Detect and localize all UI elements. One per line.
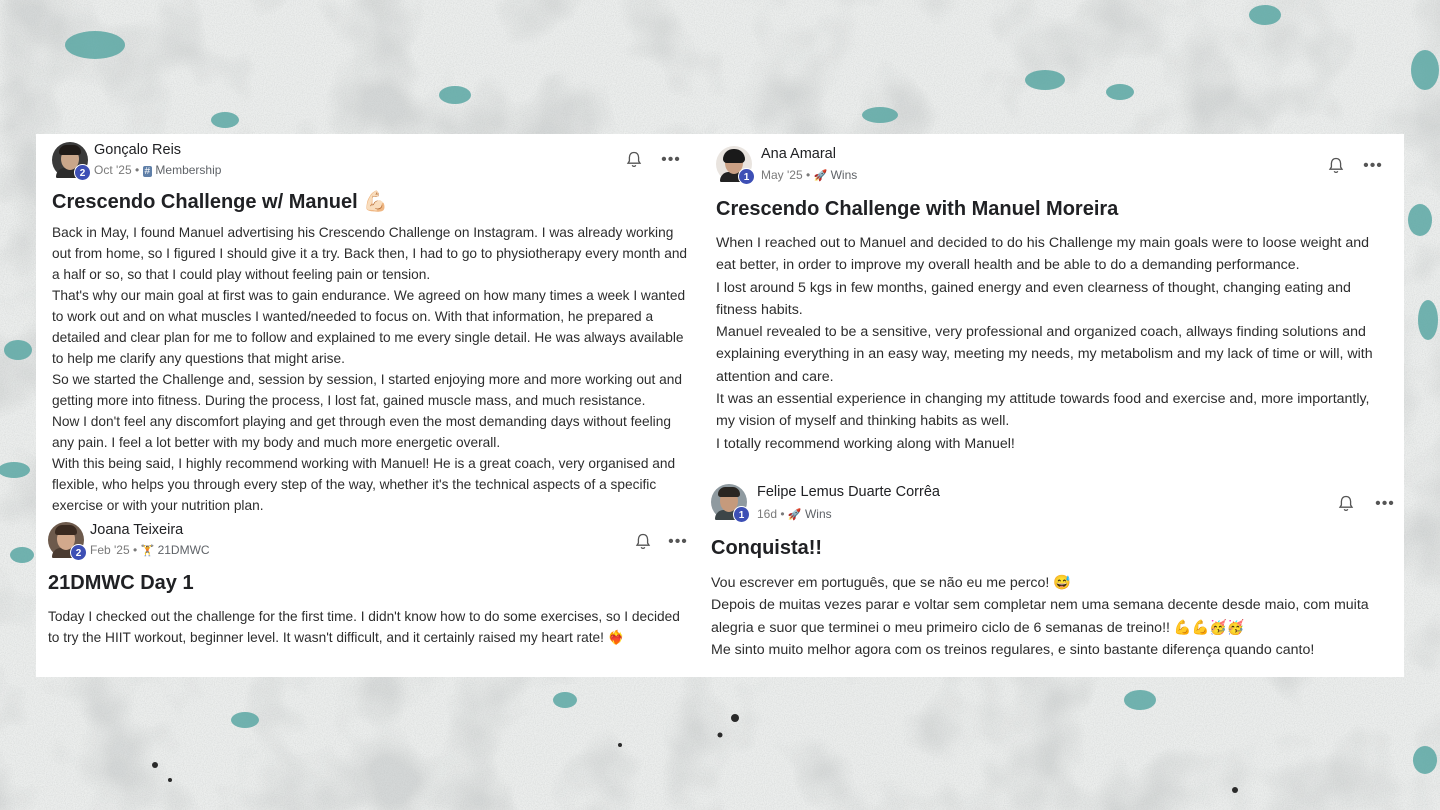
bell-icon[interactable] — [626, 151, 642, 169]
avatar[interactable] — [716, 146, 752, 182]
post-paragraph: With this being said, I highly recommend working with Manuel! He is a great coach, very organised and flexible, who helps you through every step of the way, whether it's the technical aspects of a specific exercise or with your nutrition plan. — [52, 456, 676, 513]
post-paragraph: Now I don't feel any discomfort playing and get through even the most demanding days without feeling any pain. I feel a lot better with my body and much more energetic overall. — [52, 414, 671, 450]
post-body — [48, 606, 688, 648]
post-paragraph: So we started the Challenge and, session by session, I started enjoying more and more working out and getting more into fitness. During the process, I lost fat, gained muscle mass, and much resistance. — [52, 372, 682, 408]
right-panel — [700, 134, 1404, 677]
post-category[interactable]: Membership — [155, 163, 222, 177]
level-badge: 1 — [738, 168, 755, 185]
post-paragraph: I totally recommend working along with Manuel! — [716, 435, 1015, 452]
post-card[interactable] — [52, 142, 692, 513]
more-options-icon[interactable]: ••• — [1363, 157, 1383, 174]
post-header — [48, 522, 692, 562]
more-options-icon[interactable]: ••• — [668, 533, 688, 550]
post-date: Oct '25 — [94, 163, 132, 177]
post-title: 21DMWC Day 1 — [48, 572, 194, 594]
bell-icon[interactable] — [1338, 495, 1354, 513]
hashtag-icon: # — [144, 166, 151, 177]
more-options-icon[interactable]: ••• — [661, 151, 681, 168]
post-title: Crescendo Challenge with Manuel Moreira — [716, 198, 1119, 220]
post-paragraph: Back in May, I found Manuel advertising his Crescendo Challenge on Instagram. I was already working out from home, so I figured I should give it a try. Back then, I had to go to physiotherapy every month and a half or so, so that I could play without feeling pain or tension. — [52, 225, 688, 282]
post-category[interactable]: 21DMWC — [157, 543, 210, 557]
post-category[interactable]: Wins — [830, 168, 858, 182]
author-name[interactable]: Felipe Lemus Duarte Corrêa — [757, 484, 940, 500]
post-date: May '25 — [761, 168, 803, 182]
post-paragraph: Vou escrever em português, que se não eu me perco! 😅 — [711, 575, 1071, 591]
weightlifter-icon: 🏋 — [140, 545, 155, 557]
post-card[interactable] — [716, 146, 1386, 452]
post-meta: Oct '25 • # Membership — [94, 163, 222, 177]
post-header — [711, 484, 1395, 524]
post-meta: Feb '25 • 🏋 21DMWC — [90, 543, 210, 557]
more-options-icon[interactable]: ••• — [1375, 495, 1395, 512]
author-name[interactable]: Gonçalo Reis — [94, 142, 182, 158]
author-name[interactable]: Joana Teixeira — [90, 522, 184, 538]
post-paragraph: Today I checked out the challenge for the first time. I didn't know how to do some exercises, so I decided to try the HIIT workout, beginner level. It wasn't difficult, and it certainly raised my heart rate! ❤️‍🔥 — [48, 609, 680, 645]
bell-icon[interactable] — [1328, 157, 1344, 175]
post-date: Feb '25 — [90, 543, 130, 557]
post-header — [716, 146, 1386, 186]
post-header — [52, 142, 692, 182]
level-badge: 2 — [70, 544, 87, 561]
left-panel — [36, 134, 700, 677]
avatar[interactable] — [711, 484, 747, 520]
post-meta: May '25 • 🚀 Wins — [761, 168, 858, 182]
post-paragraph: It was an essential experience in changing my attitude towards food and exercise and, more importantly, my vision of myself and thinking habits as well. — [716, 391, 1370, 430]
post-paragraph: Me sinto muito melhor agora com os treinos regulares, e sinto bastante diferença quando canto! — [711, 641, 1315, 658]
rocket-icon: 🚀 — [787, 509, 802, 521]
post-body — [52, 222, 692, 516]
rocket-icon: 🚀 — [813, 170, 828, 182]
post-date: 16d — [757, 507, 778, 521]
bell-icon[interactable] — [635, 533, 651, 551]
avatar[interactable] — [52, 142, 88, 178]
post-meta: 16d • 🚀 Wins — [757, 507, 832, 521]
post-card[interactable] — [48, 522, 692, 645]
post-card[interactable] — [711, 484, 1395, 658]
post-body — [711, 572, 1391, 661]
post-title: Crescendo Challenge w/ Manuel 💪🏻 — [52, 191, 389, 213]
post-paragraph: When I reached out to Manuel and decided to do his Challenge my main goals were to loose weight and eat better, in order to improve my overall health and be able to do a demanding performance. — [716, 235, 1370, 274]
post-paragraph: Depois de muitas vezes parar e voltar sem completar nem uma semana decente desde maio, com muita alegria e suor que terminei o meu primeiro ciclo de 6 semanas de treino!! 💪💪🥳🥳 — [711, 597, 1369, 636]
avatar[interactable] — [48, 522, 84, 558]
author-name[interactable]: Ana Amaral — [761, 146, 836, 162]
post-paragraph: I lost around 5 kgs in few months, gained energy and even clearness of thought, changing eating and fitness habits. — [716, 279, 1351, 318]
level-badge: 2 — [74, 164, 91, 181]
post-paragraph: Manuel revealed to be a sensitive, very professional and organized coach, allways finding solutions and explaining everything in an easy way, meeting my needs, my metabolism and my lack of time or will, with attention and care. — [716, 324, 1373, 385]
level-badge: 1 — [733, 506, 750, 523]
post-title: Conquista!! — [711, 537, 823, 559]
post-category[interactable]: Wins — [804, 507, 832, 521]
post-paragraph: That's why our main goal at first was to gain endurance. We agreed on how many times a week I wanted to work out and on what muscles I wanted/needed to focus on. With that information, he prepared a detailed and clear plan for me to follow and explained to me every single detail. He was always available to help me clarify any questions that might arise. — [52, 288, 686, 366]
post-body — [716, 232, 1386, 455]
